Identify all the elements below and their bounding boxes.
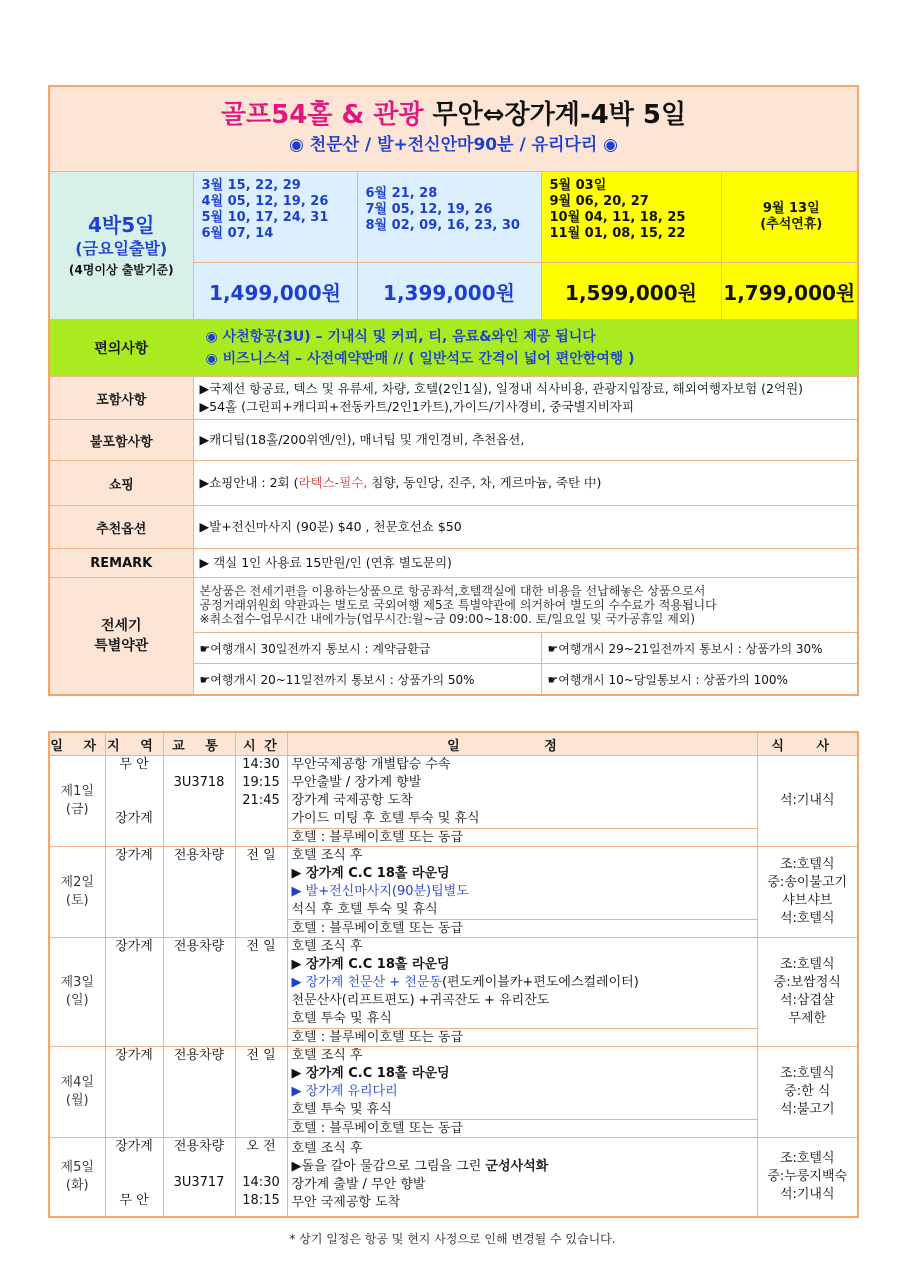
convenience-label: 편의사항	[49, 320, 193, 377]
date-line: 3월 15, 22, 29	[201, 178, 301, 193]
day-of-week: (일)	[65, 993, 89, 1008]
day-3-schedule	[287, 938, 757, 1029]
day-2-time: 전 일	[235, 847, 287, 938]
refund-rule-3: ☛여행개시 20~11일전까지 통보시 : 상품가의 50%	[193, 664, 541, 696]
dates-group-2	[357, 172, 541, 263]
page-title	[50, 92, 857, 132]
notice-line: 본상품은 전세기편을 이용하는상품으로 항공좌석,호텔객실에 대한 비용을 선납해놓은 상품으로서	[199, 584, 706, 598]
schedule-highlight: ▶ 장가계 천문산 + 천문동	[291, 975, 442, 990]
date-line: 6월 21, 28	[365, 186, 438, 201]
product-info-table	[48, 85, 859, 696]
time-line: 14:30	[242, 757, 280, 772]
header-transport: 교 통	[163, 732, 235, 756]
day-5-region	[105, 1138, 163, 1218]
day-3-cell	[49, 938, 105, 1047]
table-row	[49, 847, 858, 920]
included-text	[193, 377, 858, 420]
day-3-hotel: 호텔 : 블루베이호텔 또는 동급	[287, 1029, 757, 1047]
schedule-line: ▶ 발+전신마사지(90분)팁별도	[291, 884, 469, 899]
region-line: 무 안	[119, 1193, 149, 1208]
schedule-line: 장가계 출발 / 무안 향발	[291, 1177, 426, 1192]
remark-label: REMARK	[49, 549, 193, 578]
refund-rule-4: ☛여행개시 10~당일통보시 : 상품가의 100%	[541, 664, 858, 696]
footer-note: * 상기 일정은 항공 및 현지 사정으로 인해 변경될 수 있습니다.	[289, 1232, 616, 1246]
title-route: 무안⇔장가계-4박 5일	[432, 100, 687, 130]
charter-notice	[193, 578, 858, 633]
meal-line: 중:누룽지백숙	[767, 1169, 848, 1184]
schedule-line: ▶ 장가계 C.C 18홀 라운딩	[291, 866, 450, 881]
meal-line: 조:호텔식	[779, 957, 835, 972]
day-1-hotel: 호텔 : 블루베이호텔 또는 동급	[287, 829, 757, 847]
day-3-time: 전 일	[235, 938, 287, 1047]
day-2-cell	[49, 847, 105, 938]
day-4-meals	[757, 1047, 858, 1138]
day-5-transport	[163, 1138, 235, 1218]
day-5-times	[235, 1138, 287, 1218]
schedule-line: 호텔 투숙 및 휴식	[291, 1102, 392, 1117]
header-meals: 식 사	[757, 732, 858, 756]
notice-line: ※취소접수-업무시간 내에가능(업무시간:월~금 09:00~18:00. 토/일요일 및 국가공휴일 제외)	[199, 612, 696, 626]
shopping-pre: ▶쇼핑안내 : 2회 (	[199, 475, 299, 490]
day-number: 제3일	[60, 975, 94, 990]
day-of-week: (월)	[65, 1093, 89, 1108]
trip-duration: 4박5일	[88, 212, 155, 237]
day-5-meals	[757, 1138, 858, 1218]
schedule-line	[292, 974, 757, 992]
shopping-post: 침향, 동인당, 진주, 차, 게르마늄, 죽탄 中)	[367, 475, 602, 490]
day-number: 제4일	[60, 1075, 94, 1090]
price-4: 1,799,000원	[721, 263, 858, 320]
day-2-transport: 전용차량	[163, 847, 235, 938]
time-line: 21:45	[242, 793, 280, 808]
day-2-hotel: 호텔 : 블루베이호텔 또는 동급	[287, 920, 757, 938]
day-4-schedule	[287, 1047, 757, 1120]
meal-line: 조:호텔식	[779, 857, 835, 872]
table-row	[49, 1138, 858, 1218]
date-line: 5월 10, 17, 24, 31	[201, 210, 329, 225]
date-line: 9월 13일	[762, 201, 820, 216]
schedule-line: 무안국제공항 개별탑승 수속	[291, 757, 451, 772]
date-line: 8월 02, 09, 16, 23, 30	[365, 218, 520, 233]
day-of-week: (화)	[65, 1178, 89, 1193]
shopping-text	[193, 461, 858, 506]
table-row	[49, 1047, 858, 1120]
date-line: 4월 05, 12, 19, 26	[201, 194, 329, 209]
options-text: ▶발+전신마사지 (90분) $40 , 천문호선쇼 $50	[193, 506, 858, 549]
meal-line: 석:기내식	[779, 793, 835, 808]
day-5-schedule	[287, 1138, 757, 1218]
schedule-detail: (편도케이블카+편도에스컬레이터)	[441, 975, 639, 990]
schedule-line: 천문산사(리프트편도) +귀곡잔도 + 유리잔도	[291, 993, 550, 1008]
charter-label-2: 특별약관	[94, 638, 149, 654]
schedule-line: 무안출발 / 장가계 향발	[291, 775, 422, 790]
date-line: 7월 05, 12, 19, 26	[365, 202, 493, 217]
time-line: 19:15	[242, 775, 280, 790]
day-2-meals	[757, 847, 858, 938]
dates-group-1	[193, 172, 357, 263]
meal-line: 석:기내식	[779, 1187, 835, 1202]
day-4-hotel: 호텔 : 블루베이호텔 또는 동급	[287, 1120, 757, 1138]
day-number: 제2일	[60, 875, 94, 890]
meal-line: 중:보쌈정식	[773, 975, 841, 990]
schedule-line: ▶ 장가계 C.C 18홀 라운딩	[291, 1066, 450, 1081]
region-line: 무 안	[119, 757, 149, 772]
day-5-cell	[49, 1138, 105, 1218]
included-line: ▶국제선 항공료, 텍스 및 유류세, 차량, 호텔(2인1실), 일정내 식사비용, 관광지입장료, 해외여행자보험 (2억원)	[199, 381, 804, 396]
day-1-meals	[757, 756, 858, 847]
excluded-label: 불포함사항	[49, 420, 193, 461]
time-line: 18:15	[242, 1193, 280, 1208]
table-row	[49, 756, 858, 829]
day-3-transport: 전용차량	[163, 938, 235, 1047]
day-4-region: 장가계	[105, 1047, 163, 1138]
header-schedule: 일 정	[287, 732, 757, 756]
schedule-line: ▶ 장가계 유리다리	[291, 1084, 398, 1099]
header-region: 지 역	[105, 732, 163, 756]
convenience-text	[193, 320, 858, 377]
date-line: 6월 07, 14	[201, 226, 274, 241]
schedule-line: 호텔 조식 후	[291, 848, 363, 863]
table-row	[49, 938, 858, 1029]
excluded-text: ▶캐디팁(18홀/200위엔/인), 매너팁 및 개인경비, 추천옵션,	[193, 420, 858, 461]
remark-text: ▶ 객실 1인 사용료 15만원/인 (연휴 별도문의)	[193, 549, 858, 578]
day-3-region: 장가계	[105, 938, 163, 1047]
dates-group-4	[721, 172, 858, 263]
region-line: 장가계	[115, 811, 153, 826]
schedule-line: 호텔 투숙 및 휴식	[291, 1011, 392, 1026]
convenience-line: ◉ 사천항공(3U) – 기내식 및 커피, 티, 음료&와인 제공 됩니다	[205, 329, 596, 345]
date-line: 11월 01, 08, 15, 22	[549, 226, 686, 241]
refund-rule-1: ☛여행개시 30일전까지 통보시 : 계약금환급	[193, 633, 541, 664]
schedule-text: ▶돌을 갈아 물감으로 그림을 그린	[291, 1159, 486, 1174]
day-1-cell	[49, 756, 105, 847]
schedule-line: 무안 국제공항 도착	[291, 1195, 401, 1210]
date-line: 5월 03일	[549, 178, 607, 193]
day-1-region	[105, 756, 163, 847]
transport-line: 전용차량	[173, 1139, 225, 1154]
day-4-transport: 전용차량	[163, 1047, 235, 1138]
day-number: 제1일	[60, 784, 94, 799]
trip-summary	[49, 172, 193, 320]
notice-line: 공정거래위원회 약관과는 별도로 국외여행 제5조 특별약관에 의거하여 별도의 수수료가 적용됩니다	[199, 598, 717, 612]
region-line: 장가계	[115, 1139, 153, 1154]
price-2: 1,399,000원	[357, 263, 541, 320]
trip-minimum: (4명이상 출발기준)	[68, 262, 174, 277]
day-4-cell	[49, 1047, 105, 1138]
trip-departure: (금요일출발)	[75, 238, 168, 258]
charter-label	[49, 578, 193, 696]
meal-line: 조:호텔식	[779, 1066, 835, 1081]
day-number: 제5일	[60, 1160, 94, 1175]
title-cell	[49, 86, 858, 172]
options-label: 추천옵션	[49, 506, 193, 549]
schedule-line	[292, 1158, 757, 1176]
schedule-highlight: 군성사석화	[485, 1159, 549, 1174]
meal-line: 석:불고기	[779, 1102, 835, 1117]
date-line: (추석연휴)	[760, 217, 823, 232]
shopping-label: 쇼핑	[49, 461, 193, 506]
shopping-required: 라텍스-필수,	[298, 475, 368, 490]
day-of-week: (토)	[65, 893, 89, 908]
date-line: 9월 06, 20, 27	[549, 194, 649, 209]
schedule-line: 장가계 국제공항 도착	[291, 793, 413, 808]
schedule-line: 호텔 조식 후	[291, 939, 363, 954]
time-line: 14:30	[242, 1175, 280, 1190]
meal-line: 석:호텔식	[779, 911, 835, 926]
included-label: 포함사항	[49, 377, 193, 420]
day-2-schedule	[287, 847, 757, 920]
day-1-schedule	[287, 756, 757, 829]
transport-line: 3U3717	[173, 1175, 225, 1190]
itinerary-table	[48, 731, 859, 1218]
time-line: 오 전	[246, 1139, 276, 1154]
title-golf: 골프54홀 & 관광	[220, 100, 424, 130]
meal-line: 중:송이불고기	[767, 875, 848, 890]
day-3-meals	[757, 938, 858, 1047]
date-line: 10월 04, 11, 18, 25	[549, 210, 686, 225]
schedule-line: ▶ 장가계 C.C 18홀 라운딩	[291, 957, 450, 972]
day-2-region: 장가계	[105, 847, 163, 938]
header-time: 시 간	[235, 732, 287, 756]
price-1: 1,499,000원	[193, 263, 357, 320]
included-line: ▶54홀 (그린피+캐디피+전동카트/2인1카트),가이드/기사경비, 중국별지비자피	[199, 399, 635, 414]
charter-label-1: 전세기	[100, 618, 142, 634]
header-date: 일 자	[49, 732, 105, 756]
day-1-times	[235, 756, 287, 847]
refund-rule-2: ☛여행개시 29~21일전까지 통보시 : 상품가의 30%	[541, 633, 858, 664]
schedule-line: 호텔 조식 후	[291, 1048, 363, 1063]
meal-line: 중:한 식	[784, 1084, 831, 1099]
convenience-line: ◉ 비즈니스석 – 사전예약판매 // ( 일반석도 간격이 넓어 편안한여행 )	[205, 351, 635, 367]
day-of-week: (금)	[65, 802, 89, 817]
page-subtitle: ◉ 천문산 / 발+전신안마90분 / 유리다리 ◉	[289, 135, 619, 155]
day-4-time: 전 일	[235, 1047, 287, 1138]
dates-group-3	[541, 172, 721, 263]
day-1-transport: 3U3718	[163, 756, 235, 847]
meal-line: 석:삼겹살	[779, 993, 835, 1008]
itinerary-header	[49, 732, 858, 756]
meal-line: 샤브샤브	[782, 893, 833, 908]
schedule-line: 석식 후 호텔 투숙 및 휴식	[291, 902, 438, 917]
meal-line: 조:호텔식	[779, 1151, 835, 1166]
schedule-line: 호텔 조식 후	[291, 1141, 363, 1156]
price-3: 1,599,000원	[541, 263, 721, 320]
meal-line: 무제한	[788, 1011, 827, 1026]
schedule-line: 가이드 미팅 후 호텔 투숙 및 휴식	[291, 811, 480, 826]
